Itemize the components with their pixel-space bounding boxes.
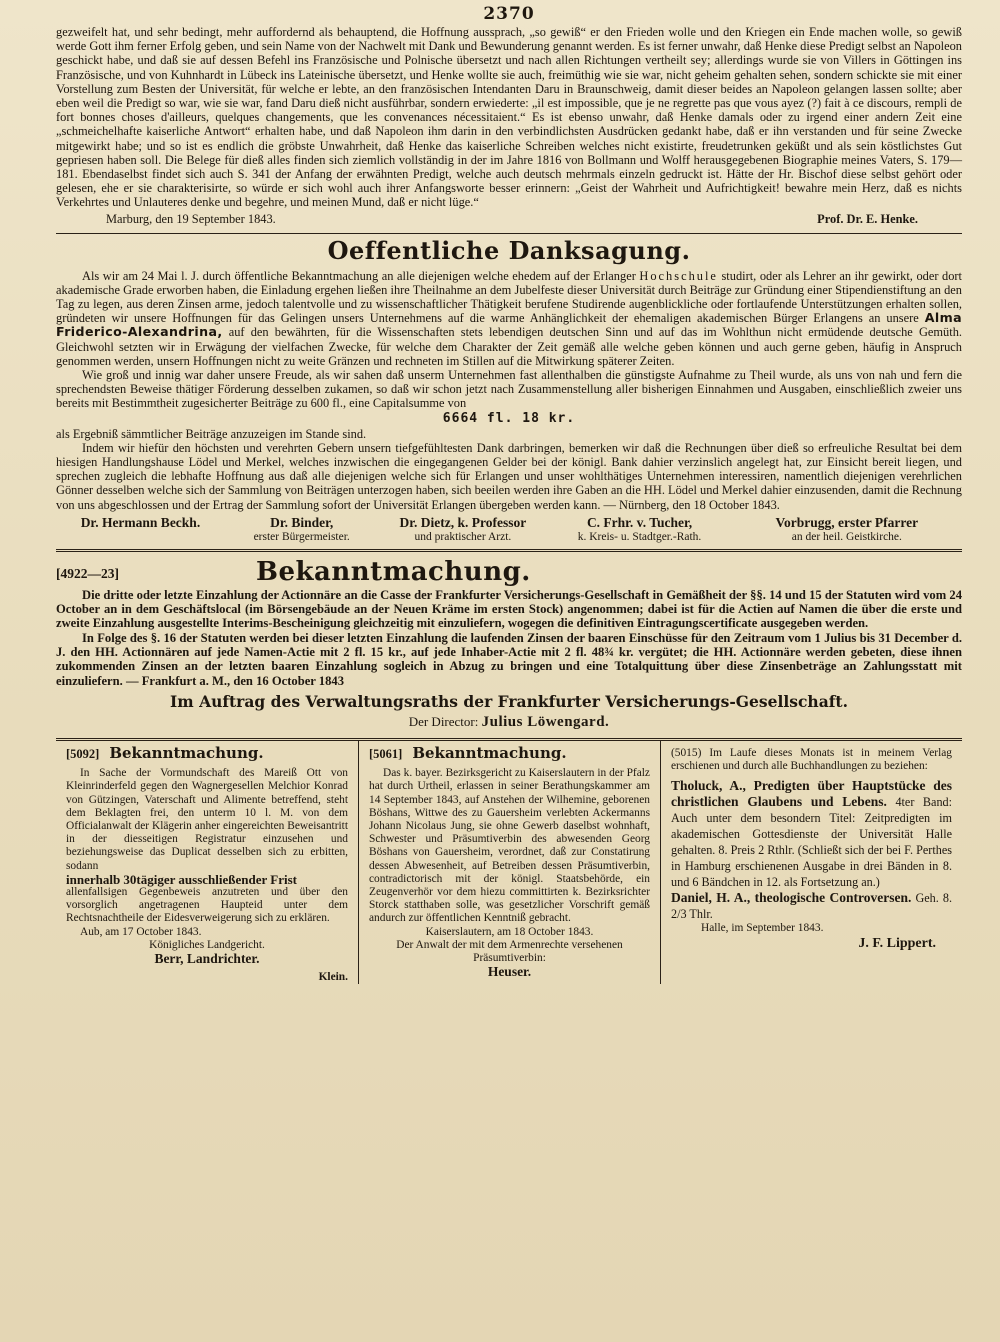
letter-section: [56, 25, 962, 227]
bek-paragraph-2: In Folge des §. 16 der Statuten werden bei dieser letzten Einzahlung die laufenden Zinsen der baaren Einschüsse für den Zeitraum vom 1 Julius bis 31 December d. J. den HH. Actionnären auf jede Namen-Actie mit 2 fl. 15 kr., auf jede Inhaber-Actie mit 2 fl. 48¾ kr. vergütet; die HH. Actionnäre werden gebeten, diese ihnen zukommenden Zinsen an der letzten baaren Einzahlung sogleich in Abzug zu bringen und eine Totalquittung über diese Zinsenbeträge an Zahlungsstatt mit einzuliefern. — Frankfurt a. M., den 16 October 1843: [56, 630, 962, 688]
col1-judge: Berr, Landrichter.: [154, 951, 260, 967]
signer-name: Vorbrugg, erster Pfarrer: [775, 514, 919, 530]
col3-date: Halle, im September 1843.: [701, 921, 824, 934]
col2-header: [369, 743, 650, 762]
signer-role: und praktischer Arzt.: [414, 530, 512, 543]
signer: [56, 516, 225, 544]
signer-name: C. Frhr. v. Tucher,: [586, 514, 693, 530]
dank-p1-b: studirt, oder als Lehrer an ihr gewirkt, oder dort akademische Grade erworben haben, die Einladung ergehen ließen ihre Theilnahme an dem Jubelfeste dieser Universität durch Beiträge zur Gründung einer Stipendienstiftung an den Tag zu legen, aus deren Zinsen arme, jedoch talentvolle und zu wissenschaftlicher Thätigkeit berufene Studirende augenblickliche oder fortlaufende Unterstützungen erhalten sollen, gründeten wir unsere Hoffnungen für das Gelingen unsers Unternehmens auf die warme Anhänglichkeit der ehemaligen akademischen Bürger Erlangens an unsere: [56, 268, 962, 326]
book2-rest: Geh. 8. 2/3 Thlr.: [671, 890, 952, 921]
notice-column-1: [56, 741, 358, 984]
col1-clerk: Klein.: [318, 971, 348, 984]
col3-intro: (5015) Im Laufe dieses Monats ist in meinem Verlag erschienen und durch alle Buchhandlungen zu beziehen:: [671, 746, 952, 773]
col1-date: Aub, am 17 October 1843.: [80, 925, 202, 938]
signer-role: k. Kreis- u. Stadtger.-Rath.: [577, 530, 702, 543]
col2-text: Das k. bayer. Bezirksgericht zu Kaiserslautern in der Pfalz hat durch Urtheil, erlassen in seiner Berathungskammer am 14 September 1843, auf Anstehen der Wilhemine, geborenen Böshans, Wittwe des zu Gauersheim verlebten Ackermanns Johann Nicolaus Jung, sie ohne Gewerb daselbst wohnhaft, Schwester und Präsumtiverbin des abwesenden Georg Böshans von Gauersheim, verordnet, daß zur Constatirung dessen Abwesenheit, auf Betreiben dessen Präsumtiverbin, contradictorisch mit der königl. Staatsbehörde, ein Zeugenverhör vor dem hiezu committirten k. Bezirksrichter Storck statthaben solle, was gesetzlicher Vorschrift gemäß andurch zur öffentlichen Kenntniß gebracht.: [369, 767, 650, 925]
col3-publisher: J. F. Lippert.: [858, 935, 936, 951]
bekanntmachung-frankfurt: [56, 556, 962, 732]
dank-p1-c: auf den bewährten, für die Wissenschaften stets lebendigen deutschen Sinn und auf das im Wohlthun nicht ermüdende deutsche Gemüth. Gleichwohl setzten wir in Erwägung der vielfachen Zwecke, für welche dem Charakter der Zeit gemäß alle welche geben können und auch gerne geben, häufig in Anspruch genommen werden, unsern Hoffnungen nicht zu weite Gränzen und rechneten im Stillen auf die Mitwirkung späterer Zeiten.: [56, 325, 962, 368]
dank-alma: Alma Friderico-Alexandrina,: [56, 310, 962, 340]
bek-title: Bekanntmachung.: [256, 556, 531, 587]
notice-column-2: [358, 741, 660, 984]
book1-title: Tholuck, A., Predigten über Hauptstücke des christlichen Glaubens und Lebens.: [671, 777, 952, 809]
signer: [547, 516, 731, 544]
dank-paragraph-2: Wie groß und innig war daher unsere Freude, als wir sahen daß unserm Unternehmen fast allenthalben die günstigste Aufnahme zu Theil wurde, als uns von nah und fern die sprechendsten Beweise thätiger Förderung desselben zukamen, so daß wir schon jetzt nach Zusammenstellung aller bisherigen Einnahmen und Ausgaben, einschließlich zweier uns bereits mit Bestimmtheit zugesicherter Beiträge zu 600 fl., eine Capitalsumme von: [56, 368, 962, 411]
col1-frist: innerhalb 30tägiger ausschließender Frist: [66, 871, 297, 887]
bek-paragraph-1: Die dritte oder letzte Einzahlung der Actionnäre an die Casse der Frankfurter Versicherungs-Gesellschaft in Gemäßheit der §§. 14 und 15 der Statuten wird vom 24 October an in dem Geschäftslocal (im Börsengebäude an der Neuen Kräme im ersten Stock) angenommen; dabei ist für die Actien auf Namen die über die erste und zweite Einzahlung ausgestellte Interims-Bescheinigung gleichzeitig mit einzuliefern, wogegen die definitiven Eintragungscertificate ausgegeben werden.: [56, 587, 962, 631]
col1-header: [66, 743, 348, 762]
signer-role: erster Bürgermeister.: [253, 530, 350, 543]
bek-header: [56, 556, 962, 588]
col1-court: Königliches Landgericht.: [149, 938, 265, 951]
dank-signers: [56, 516, 962, 544]
book2-title: Daniel, H. A., theologische Controversen.: [671, 889, 912, 905]
letter-place-date: Marburg, den 19 September 1843.: [106, 211, 276, 226]
notice-columns: [56, 738, 962, 984]
letter-text: gezweifelt hat, und sehr bedingt, mehr auffordernd als behauptend, die Hoffnung aussprach, „so gewiß“ er den Frieden wolle und den Kriegen ein Ende machen wolle, so gewiß werde Gott ihm ferner Erfolg geben, und sein Name von der Nachwelt mit Dank und Bewunderung genannt werden. Es ist ferner unwahr, daß Henke diese Predigt selbst an Napoleon geschickt habe, und daß sie auf dessen Befehl ins Französische und Polnische übersetzt und nach allen Richtungen vertheilt sey; allerdings wurde sie von Villers in Göttingen ins Französische, und von Kuhnhardt in Lübeck ins Lateinische übersetzt, und Henke wollte sie auch, freimüthig wie sie war, nicht geheim gehalten sehen, sondern schickte sie mit einer Vorstellung zum Besten der Universität, für welche er lebte, an den französischen Intendanten Daru in Braunschweig, damit dieser beides an Napoleon gelangen lassen sollte; aber eben weil die Predigt so war, wie sie war, fand Daru dieß nicht ausführbar, sondern erwiederte: „il est impossible, que je ne regrette pas que vous ayez (?) fait à ce discours, rempli de fort bonnes choses d'ailleurs, quelques changements, que les convenances nécessitaient.“ Es ist ebenso unwahr, daß Henke damals oder zu irgend einer andern Zeit eine „schmeichelhafte kaiserliche Antwort“ erhalten habe, und daß Napoleon ihm darin in den verbindlichsten Ausdrücken gedankt habe, daß er ihn verstanden und für seine Zwecke mitgewirkt habe; und so ist es endlich die gröbste Unwahrheit, daß Henke das kaiserliche Schreiben welches nicht existirte, freudetrunken geküßt und als sein köstlichstes Gut gepriesen haben soll. Die Belege für dieß alles finden sich ziemlich vollständig in der im Jahre 1816 von Bollmann und Wolff herausgegebenen Biographie meines Vaters, S. 179—181. Ebendaselbst findet sich auch S. 341 der Anfang der erwähnten Predigt, welche auch deutsch mehrmals einzeln gedruckt ist. Hätte der Hr. Bischof diese selbst gehört oder gelesen, ehe er sie charakterisirte, so würde er sich wohl auch ihrer Anfangsworte besser erinnern: „Geist der Wahrheit und Aufrichtigkeit! bewahre mein Herz, daß es nichts Verkehrtes und Unlauteres denke und begehre, und meinen Mund, daß er nicht lüge.“: [56, 25, 962, 210]
signer: [732, 516, 962, 544]
bek-reference: [4922—23]: [56, 565, 119, 581]
book1-rest: 4ter Band: Auch unter dem besondern Titel: Zeitpredigten im akademischen Gottesdienste der Universität Halle gehalten. 8. Preis 2 Rthlr. (Schließt sich der bei F. Perthes in Hamburg erschienenen Ausgabe in drei Bänden in 8. und 6 Bändchen in 12. als Fortsetzung an.): [671, 794, 953, 889]
section-divider: [56, 233, 962, 234]
notice-column-3: [660, 741, 962, 984]
director-label: Der Director:: [408, 713, 479, 729]
dank-p1-a: Als wir am 24 Mai l. J. durch öffentliche Bekanntmachung an alle diejenigen welche ehedem auf der Erlanger: [82, 268, 636, 283]
dank-title: Oeffentliche Danksagung.: [327, 235, 691, 265]
signer-name: Dr. Hermann Beckh.: [80, 514, 201, 530]
dank-paragraph-2-end: als Ergebniß sämmtlicher Beiträge anzuzeigen im Stande sind.: [56, 426, 367, 441]
letter-signature: Prof. Dr. E. Henke.: [817, 211, 918, 226]
col2-title: Bekanntmachung.: [412, 743, 567, 762]
dank-amount: 6664 fl. 18 kr.: [442, 410, 576, 426]
signer: [225, 516, 379, 544]
dank-paragraph-1: [56, 269, 962, 368]
col1-title: Bekanntmachung.: [109, 743, 264, 762]
signer-name: Dr. Binder,: [270, 514, 334, 530]
letter-signature-line: [56, 212, 962, 227]
dank-paragraph-3: Indem wir hiefür den höchsten und verehrten Gebern unsern tiefgefühltesten Dank darbringen, bemerken wir daß die Rechnungen über dieß so erfreuliche Resultat bei dem hiesigen Handlungshause Lödel und Merkel, welches inzwischen die eingegangenen Gelder bei der königl. Bank dahier verzinslich angelegt hat, zur Einsicht bereit liegen, und sprechen zugleich die lebhafte Hoffnung aus daß alle diejenigen welche sich für Erlangen und unser wohlthätiges Unternehmen interessiren, namentlich diejenigen verehrlichen Gönner desselben welche sich der Sammlung von Beiträgen unterzogen haben, sich beeilen werden ihre Gaben an die HH. Lödel und Merkel dahier einzusenden, damit die Rechnung von uns abgeschlossen und der Ertrag der Sammlung sofort der Universität Erlangen übergeben werden kann. — Nürnberg, den 18 October 1843.: [56, 440, 962, 512]
col2-reference: [5061]: [369, 746, 403, 761]
signer-name: Dr. Dietz, k. Professor: [399, 514, 527, 530]
page-number: 2370: [483, 4, 535, 24]
signer-role: an der heil. Geistkirche.: [791, 530, 902, 543]
dank-hochschule: Hochschule: [639, 268, 718, 283]
bek-auftrag: Im Auftrag des Verwaltungsraths der Frankfurter Versicherungs-Gesellschaft.: [170, 691, 848, 711]
col2-sign-line: Der Anwalt der mit dem Armenrechte versehenen Präsumtiverbin:: [396, 938, 623, 965]
col3-book-1: [671, 778, 952, 890]
col2-date: Kaiserslautern, am 18 October 1843.: [425, 925, 594, 938]
col1-reference: [5092]: [66, 746, 100, 761]
director-name: Julius Löwengard.: [481, 713, 610, 730]
signer: [378, 516, 547, 544]
col2-signer: Heuser.: [487, 964, 532, 980]
dank-section: [56, 236, 962, 544]
col3-book-2: [671, 890, 952, 922]
col1-text-2: allenfallsigen Gegenbeweis anzutreten und über den vorsorglich angetragenen Haupteid unter dem Rechtsnachtheile der Eidesverweigerung sich zu erklären.: [66, 886, 348, 925]
col1-text: In Sache der Vormundschaft des Mareiß Ott von Kleinrinderfeld gegen den Wagnergesellen Melchior Konrad von Gützingen, Vaterschaft und Alimente betreffend, steht dem Beklagten frei, den unterm 10 l. M. von dem Officialanwalt der Klägerin anher eingereichten Beweisantritt in der diesseitigen Registratur einzusehen und beziehungsweise das Duplicat desselben sich zu erbitten, sodann: [66, 767, 348, 872]
section-divider: [56, 549, 962, 552]
bek-director-line: [56, 712, 962, 732]
